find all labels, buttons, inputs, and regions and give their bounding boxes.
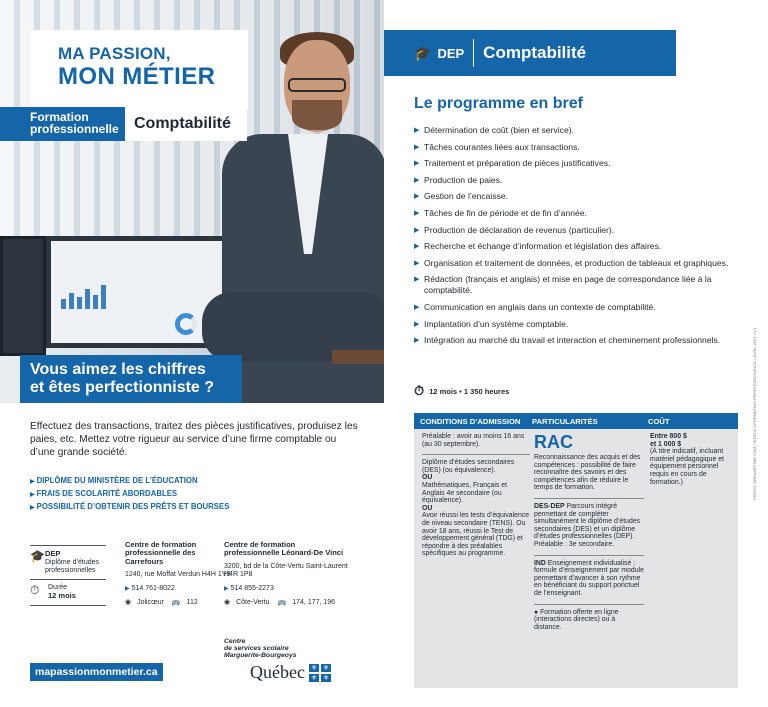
- program-item: ▶ Intégration au marché du travail et interaction et cheminement professionnels.: [414, 335, 744, 346]
- desdep-block: [534, 503, 644, 549]
- center-transit: [224, 599, 349, 607]
- title-line-2: MON MÉTIER: [58, 63, 216, 90]
- center-address: 3200, bd de la Côte-Vertu Saint-Laurent H4R 1P8: [224, 562, 348, 579]
- program-item: ▶ Détermination de coût (bien et service).: [414, 125, 744, 136]
- side-credit: PHOTO: DREAMSTIME.COM / ISTOCK • FORMATION PROFESSIONNELLE • AVRIL 2021 • V.1: [752, 327, 757, 500]
- duration-info: [30, 579, 106, 606]
- website-link[interactable]: mapassionmonmetier.ca: [30, 663, 163, 681]
- question-band: [20, 355, 242, 403]
- col-header-cout: COÛT: [648, 417, 670, 426]
- program-item: ▶ Recherche et échange d’information et législation des affaires.: [414, 241, 744, 252]
- center-leonard-de-vinci: [224, 541, 349, 607]
- css-line-2: de services scolaire: [224, 645, 289, 652]
- header-divider: [473, 39, 474, 67]
- program-item: ▶ Production de paies.: [414, 175, 744, 186]
- beard: [292, 100, 342, 130]
- rac-logo: RAC: [534, 432, 573, 452]
- table-header: [414, 413, 738, 429]
- ind-label: IND: [534, 559, 546, 567]
- cout-column: [650, 433, 734, 486]
- cost-line-1: Entre 800 $: [650, 433, 687, 440]
- divider: [534, 498, 644, 499]
- center-phone[interactable]: ▶ 514 761-8022: [125, 585, 235, 593]
- graduation-cap-icon: 🎓: [30, 549, 45, 563]
- title-box: [30, 30, 248, 110]
- desdep-text: Parcours intégré permettant de compléter simultanément le diplôme d’études secondaires (DES) et un diplôme d’études professionnelles (DEP). Préalable : 3e secondaire.: [534, 502, 641, 548]
- center-name: Centre de formation professionnelle Léonard-De Vinci: [224, 540, 344, 558]
- program-item: ▶ Rédaction (français et anglais) et mise en page de correspondance liée à la comptabilité.: [414, 274, 744, 296]
- online-block: [534, 609, 644, 632]
- admission-text: Préalable : avoir au moins 16 ans (au 30 septembre).: [422, 433, 525, 448]
- duration-text: 12 mois • 1 350 heures: [429, 386, 510, 396]
- highlight-item: ▶ FRAIS DE SCOLARITÉ ABORDABLES: [30, 488, 229, 501]
- admission-column: [422, 433, 530, 558]
- dep-title: DEP: [44, 549, 61, 558]
- cost-line-2: et 1 000 $: [650, 440, 682, 448]
- quebec-wordmark: Québec: [250, 662, 305, 682]
- program-item: ▶ Organisation et traitement de données, et production de tableaux et graphiques.: [414, 258, 744, 269]
- screen-bar-chart: [61, 285, 106, 309]
- band-label-line-1: Formation: [30, 110, 89, 124]
- fleur-de-lis-flag-icon: ⚜ ⚜ ⚜ ⚜: [310, 663, 330, 682]
- stopwatch-icon: ⏱: [30, 583, 40, 597]
- divider: [422, 454, 530, 455]
- highlight-item: ▶ POSSIBILITÉ D’OBTENIR DES PRÊTS ET BOURSES: [30, 501, 229, 514]
- css-line-1: Centre: [224, 638, 246, 645]
- duration-value: 12 mois: [48, 591, 76, 600]
- globe-icon: ●: [534, 608, 539, 616]
- program-item: ▶ Implantation d’un système comptable.: [414, 319, 744, 330]
- glasses: [288, 78, 346, 92]
- belt: [332, 350, 384, 364]
- highlights-list: [30, 475, 229, 514]
- ind-block: [534, 560, 644, 598]
- admission-text: Mathématiques, Français et Anglais 4e secondaire (ou équivalence).: [422, 481, 508, 505]
- divider: [534, 604, 644, 605]
- hero-photo: [0, 0, 384, 403]
- info-column: [30, 545, 106, 606]
- program-item: ▶ Traitement et préparation de pièces justificatives.: [414, 158, 744, 169]
- admission-text: Avoir réussi les tests d’équivalence de niveau secondaire (TENS). Ou avoir 18 ans, réussi le Test de développement général (TDG) et répondre à des préalables spécifiques au programme.: [422, 512, 530, 558]
- program-duration: [414, 383, 509, 399]
- title-line-1: MA PASSION,: [58, 44, 171, 63]
- question-line-1: Vous aimez les chiffres: [30, 361, 206, 378]
- program-item: ▶ Communication en anglais dans un contexte de comptabilité.: [414, 302, 744, 313]
- col-header-particularites: PARTICULARITÉS: [532, 417, 598, 426]
- bus-icon: 🚌: [171, 599, 181, 607]
- css-logo: [224, 638, 297, 659]
- band-label-line-2: professionnelle: [30, 122, 119, 136]
- program-item: ▶ Tâches courantes liées aux transactions.: [414, 142, 744, 153]
- col-header-admission: CONDITIONS D’ADMISSION: [420, 417, 521, 426]
- metro-icon: ◉: [125, 599, 132, 607]
- bus-lines: 112: [186, 599, 198, 607]
- center-phone[interactable]: ▶ 514 855-2273: [224, 585, 349, 593]
- program-item: ▶ Tâches de fin de période et de fin d’année.: [414, 208, 744, 219]
- metro-icon: ◉: [224, 599, 231, 607]
- center-carrefours: [125, 541, 235, 607]
- rac-text: Reconnaissance des acquis et des compétences : possibilité de faire reconnaître des savoirs et des compétences afin de réduire le temps de formation.: [534, 454, 641, 492]
- dep-subtitle: Diplôme d’études professionnelles: [44, 559, 100, 574]
- dep-badge: DEP: [437, 45, 465, 61]
- program-band-name: Comptabilité: [125, 107, 247, 141]
- monitor-left: [0, 236, 46, 356]
- graduation-cap-icon: 🎓: [414, 44, 432, 61]
- quebec-logo: [250, 662, 331, 683]
- program-item: ▶ Production de déclaration de revenus (particulier).: [414, 225, 744, 236]
- duration-label: Durée: [48, 584, 68, 591]
- or-label: OU: [422, 474, 433, 482]
- dep-header: [384, 30, 676, 76]
- css-line-3: Marguerite-Bourgeoys: [224, 652, 297, 659]
- online-text: Formation offerte en ligne (interactions directes) ou à distance.: [534, 608, 619, 631]
- metro-station: Côte-Vertu: [236, 599, 270, 607]
- center-transit: [125, 599, 235, 607]
- program-list: [414, 125, 744, 352]
- dep-info: [30, 545, 106, 579]
- admission-text: Diplôme d’études secondaires (DES) (ou équivalence).: [422, 459, 515, 474]
- program-name: Comptabilité: [483, 43, 587, 62]
- particularites-column: [534, 433, 644, 631]
- desdep-label: DES-DEP: [534, 502, 565, 510]
- divider: [534, 555, 644, 556]
- program-title: Le programme en bref: [414, 95, 583, 112]
- highlight-item: ▶ DIPLÔME DU MINISTÈRE DE L’ÉDUCATION: [30, 475, 229, 488]
- program-band: [0, 107, 247, 141]
- stopwatch-icon: ⏱: [414, 383, 425, 398]
- cost-note: (À titre indicatif, incluant matériel pédagogique et équipement personnel requis en cours de formation.): [650, 448, 724, 486]
- metro-station: Jolicœur: [137, 599, 164, 607]
- intro-paragraph: Effectuez des transactions, traitez des pièces justificatives, produisez les paies, etc. Mettez votre rigueur au service d’une firme comptable ou d’une grande société.: [30, 421, 358, 458]
- bus-lines: 174, 177, 196: [292, 599, 336, 607]
- screen-donut-chart: [175, 313, 197, 335]
- program-item: ▶ Gestion de l’encaisse.: [414, 191, 744, 202]
- admission-table: [414, 413, 738, 688]
- bus-icon: 🚌: [277, 599, 287, 607]
- center-name: Centre de formation professionnelle des Carrefours: [125, 540, 197, 566]
- ind-text: Enseignement individualisé : formule d’enseignement par module permettant d’avancer à son rythme en bénéficiant du support ponctuel de l’enseignant.: [534, 559, 644, 597]
- question-line-2: et êtes perfectionniste ?: [30, 379, 215, 396]
- program-band-label: [0, 107, 125, 141]
- or-label: OU: [422, 504, 433, 512]
- center-address: 1240, rue Moffat Verdun H4H 1Y9: [125, 571, 231, 579]
